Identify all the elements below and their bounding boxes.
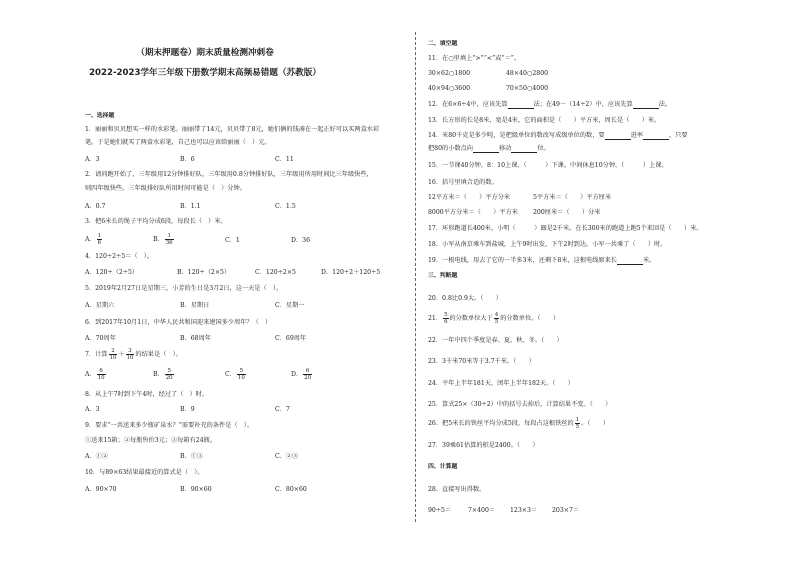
q4-option-c[interactable]: C．120÷2×5 (255, 269, 296, 276)
f18-text: 18．小军从南京乘车到盐城，上午9时出发，下午2时到达。小军一共乘了（ ）时。 (428, 241, 667, 248)
q6-option-a[interactable]: A．70周年 (85, 335, 116, 342)
fraction: $\frac{1}{6}$ (97, 233, 102, 246)
j25-text: 25．算式25×（30÷2）中的括号去掉后，计算结果不变。（ ） (428, 401, 612, 408)
c28-item[interactable]: 203×7＝ (552, 507, 580, 514)
c28-item[interactable]: 90÷5＝ (428, 507, 452, 514)
answer-blank[interactable] (473, 146, 499, 153)
f16-item[interactable]: 12平方米＝（ ）平方分米 (428, 194, 511, 201)
c28-item[interactable]: 123×3＝ (510, 507, 538, 514)
j24-text: 24．平年上半年181天，闰年上半年182天。（ ） (428, 380, 574, 387)
q5-option-a[interactable]: A．星期六 (85, 302, 115, 309)
f16-item[interactable]: 5平方米＝（ ）平方厘米 (533, 194, 612, 201)
q8-option-b[interactable]: B．9 (180, 406, 195, 413)
answer-blank[interactable] (643, 133, 669, 140)
j27-text: 27．39乘61估算的积是2400。（ ） (428, 442, 539, 449)
q9-line1: 9．要求“一共送来多少瓶矿泉水？”需要补充的条件是（ ）。 (85, 422, 254, 429)
f11-item[interactable]: 40×94○3600 (428, 85, 471, 92)
q9-option-b[interactable]: B．①③ (180, 453, 204, 460)
q3-option-c[interactable]: C．1 (225, 237, 240, 244)
q8-text: 8．从上午7时到下午4时，经过了（ ）时。 (85, 391, 209, 398)
q5-option-b[interactable]: B．星期日 (180, 302, 210, 309)
exam-subtitle: 2022-2023学年三年级下册数学期末高频易错题（苏教版） (89, 68, 321, 78)
answer-blank[interactable] (508, 102, 534, 109)
c28-item[interactable]: 7×400＝ (468, 507, 496, 514)
f17-text: 17．环形跑道长400米，小明（ ）圈是2千米。在长300米的跑道上跑5个来回是（ ）米。 (428, 225, 703, 232)
j23-text: 23．3千米70米等于3.7千米。（ ） (428, 358, 535, 365)
exam-title: （期末押题卷）期末质量检测冲刺卷 (136, 48, 274, 58)
q1-option-a[interactable]: A．3 (85, 156, 100, 163)
section-calc-heading: 四、计算题 (428, 464, 458, 470)
section-fill-heading: 二、填空题 (428, 41, 458, 47)
f11-text: 11．在○里填上“>”“<”或“＝”。 (428, 55, 521, 62)
q2-option-a[interactable]: A．0.7 (85, 203, 106, 210)
fraction: $\frac{2}{10}$ (109, 348, 117, 361)
q5-text: 5．2019年2月27日是星期三，小芳的生日是3月2日，这一天是（ ）。 (85, 285, 283, 292)
q4-text: 4．120÷2÷5＝（ ）。 (85, 253, 154, 260)
column-divider (415, 32, 416, 522)
j21-text: 21． $\frac{5}{6}$ 的分数单位大于 $\frac{4}{5}$ 的分数单位。（ ） (428, 312, 560, 325)
q1-option-b[interactable]: B．6 (180, 156, 195, 163)
fraction: $\frac{5}{20}$ (165, 368, 173, 381)
q7-option-d[interactable]: D． $\frac{6}{20}$ (291, 368, 312, 381)
q9-line2: ①送来15箱；②每瓶售价3元；③每箱有24瓶。 (85, 437, 217, 444)
q1-line1: 1．丽丽和贝贝想买一样的水彩笔。丽丽带了14元，贝贝带了8元，她们俩的钱凑在一起正好可以买两盒水彩 (85, 126, 380, 133)
section-judge-heading: 三、判断题 (428, 273, 458, 279)
j20-text: 20．0.8比0.9大。（ ） (428, 295, 502, 302)
q7-option-a[interactable]: A． $\frac{6}{10}$ (85, 368, 105, 381)
q8-option-c[interactable]: C．7 (275, 406, 290, 413)
q2-line1: 2．请问跑开始了，三年级用12分钟排好队，三年级用0.8分钟排好队，三年级用所用时间比三年级快些， (85, 171, 373, 178)
q4-option-b[interactable]: B．120÷（2×5） (177, 269, 231, 276)
fraction: $\frac{3}{10}$ (126, 348, 134, 361)
f16-item[interactable]: 200厘米＝（ ）分米 (533, 209, 601, 216)
q3-option-b-label: B． (153, 236, 164, 243)
f12-text: 12．在6×6÷4中，应该先算 法；在49－（14÷2）中，应该先算 法。 (428, 101, 672, 108)
q10-option-c[interactable]: C．80×60 (275, 486, 307, 493)
q2-line2: 则四年级快些。三年级排好队所用时间可能是（ ）分钟。 (85, 185, 246, 192)
q6-text: 6．到2017年10月1日，中华人民共和国迎来建国多少周年？（ ） (85, 319, 272, 326)
q9-option-a[interactable]: A．①② (85, 453, 109, 460)
fraction: $\frac{5}{6}$ (444, 312, 448, 325)
q2-option-c[interactable]: C．1.5 (275, 203, 296, 210)
f19-text: 19．一根电线，用去了它的一半多3米，还剩下8米，这根电线原来长 米。 (428, 257, 656, 264)
q6-option-c[interactable]: C．69周年 (275, 335, 307, 342)
c28-text: 28．直接写出得数。 (428, 486, 486, 493)
fraction: $\frac{5}{10}$ (237, 368, 245, 381)
f13-text: 13．长方形的长是8米，宽是4米，它的面积是（ ）平方米，周长是（ ）米。 (428, 117, 661, 124)
j26-text: 26．把5米长的铁丝平均分成5段，每段占这根铁丝的 $\frac{1}{5}$ 。（ ） (428, 417, 609, 430)
fraction: $\frac{6}{20}$ (304, 368, 312, 381)
q5-option-c[interactable]: C．星期一 (275, 302, 305, 309)
f16-item[interactable]: 8000平方分米＝（ ）平方米 (428, 209, 518, 216)
fraction: $\frac{6}{10}$ (97, 368, 105, 381)
q10-option-a[interactable]: A．90×70 (85, 486, 117, 493)
q2-option-b[interactable]: B．1.1 (180, 203, 201, 210)
answer-blank[interactable] (511, 146, 537, 153)
fraction: $\frac{1}{36}$ (165, 233, 173, 246)
fraction: $\frac{1}{5}$ (575, 417, 580, 430)
q6-option-b[interactable]: B．68周年 (180, 335, 211, 342)
q7-option-b[interactable]: B． $\frac{5}{20}$ (153, 368, 173, 381)
q1-option-c[interactable]: C．11 (275, 156, 294, 163)
f14-line2: 把80的小数点向 移动 位。 (428, 145, 550, 152)
f14-line1: 14．米80千克是多少吨，是把级单位的数改写成级单位的数，要 进率 ，只要 (428, 132, 688, 139)
answer-blank[interactable] (633, 102, 659, 109)
q10-text: 10．与89×63结果最接近的算式是（ ）。 (85, 469, 204, 476)
q1-line2: 笔。于是她们就买了两盒水彩笔，自己也可以应该给丽丽（ ）元。 (85, 139, 271, 146)
j22-text: 22．一年中四个季度是春、夏、秋、冬。（ ） (428, 337, 563, 344)
q10-option-b[interactable]: B．90×60 (180, 486, 212, 493)
f11-item[interactable]: 30×62○1800 (428, 70, 471, 77)
q3-option-b[interactable] (153, 233, 175, 246)
f15-text: 15．一节课40分钟，8：10上课，（ ）下课。中间休息10分钟，（ ）上课。 (428, 162, 668, 169)
q7-option-c[interactable]: C． $\frac{5}{10}$ (225, 368, 245, 381)
q9-option-c[interactable]: C．②③ (275, 453, 299, 460)
answer-blank[interactable] (617, 258, 643, 265)
q3-option-a[interactable] (85, 233, 103, 246)
q3-option-a-label: A． (85, 236, 96, 243)
q4-option-a[interactable]: A．120÷（2÷5） (85, 269, 139, 276)
f16-text: 16．括号里填合适的数。 (428, 179, 498, 186)
q8-option-a[interactable]: A．3 (85, 406, 100, 413)
f11-item[interactable]: 48×40○2800 (506, 70, 549, 77)
fraction: $\frac{4}{5}$ (494, 312, 499, 325)
q3-option-d[interactable]: D．36 (291, 237, 311, 244)
q4-option-d[interactable]: D．120÷2＋120÷5 (321, 269, 381, 276)
q7-text: 7．计算 $\frac{2}{10}$ ＋ $\frac{3}{10}$ 的结果是（ ）。 (85, 348, 182, 361)
section-choice-heading: 一、选择题 (85, 113, 115, 119)
f11-item[interactable]: 70×50○4000 (506, 85, 549, 92)
answer-blank[interactable] (605, 133, 631, 140)
q3-text: 3．把6米长的绳子平均分成6段，每段长（ ）米。 (85, 218, 227, 225)
